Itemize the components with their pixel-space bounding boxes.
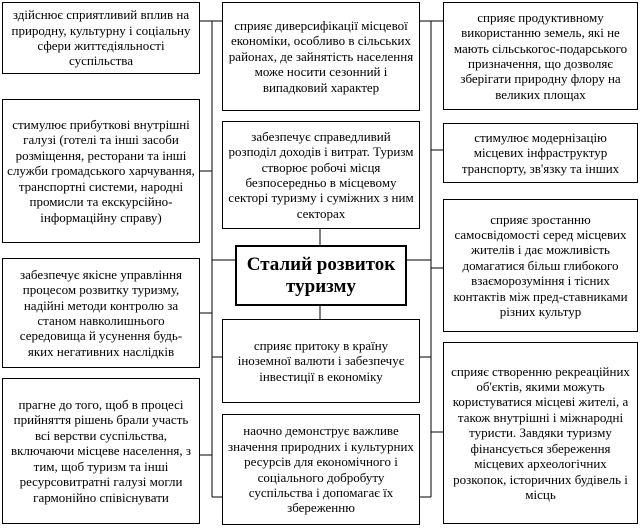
right-box-1 bbox=[443, 2, 638, 110]
left-box-1 bbox=[2, 2, 200, 74]
center-title-box bbox=[235, 245, 407, 306]
left-box-text: забезпечує якісне управління процесом розвитку туризму, надійні методи контролю за станом навколишнього середовища й усунення будь-яких негативних наслідків bbox=[19, 266, 183, 359]
right-box-text: сприяє продуктивному використанню земель, які не мають сільськогос-подарського призначення, що дозволяє зберігати природну флору на великих площах bbox=[453, 9, 628, 102]
left-box-text: прагне до того, щоб в процесі прийняття рішень брали участь всі верстви суспільства, включаючи місцеве населення, з тим, щоб туризм та інші ресурсовитратні галузі могли гармонійно співіснувати bbox=[10, 397, 192, 505]
middle-box-4 bbox=[222, 414, 420, 525]
left-box-3 bbox=[2, 258, 200, 368]
center-title: Сталий розвиток туризму bbox=[246, 253, 396, 297]
right-box-3 bbox=[443, 199, 638, 332]
right-box-text: стимулює модернізацію місцевих інфраструктур транспорту, зв'язку та інших bbox=[461, 129, 620, 176]
left-box-4 bbox=[2, 378, 200, 524]
left-box-2 bbox=[2, 99, 200, 243]
right-box-text: сприяє створенню рекреаційних об'єктів, якими можуть користуватися місцеві жителі, а також внутрішні і міжнародні туристи. Завдяки туризму фінансується збереження місцевих археологічних розкопок, історичних будівель і місць bbox=[451, 363, 630, 502]
right-box-text: сприяє зростанню самосвідомості серед місцевих жителів і дає можливість домагатися більш глибокого взаєморозуміння і тісних контактів між пред-ставниками різних культур bbox=[453, 211, 628, 320]
right-box-4 bbox=[443, 342, 638, 524]
middle-box-text: наочно демонструє важливе значення природних і культурних ресурсів для економічного і соціального добробуту суспільства і допомагає їх збереженню bbox=[228, 423, 414, 516]
right-box-2 bbox=[443, 123, 638, 183]
left-box-text: здійснює сприятливий вплив на природну, культурну і соціальну сфери життєдіяльності суспільства bbox=[11, 7, 191, 69]
left-box-text: стимулює прибуткові внутрішні галузі (готелі та інші засоби розміщення, ресторани та інші служби громадського харчування, транспортні системи, народні промисли та екскурсійно-інформаційну справу) bbox=[7, 117, 195, 225]
middle-box-1 bbox=[222, 2, 420, 111]
middle-box-text: сприяє притоку в країну іноземної валюти і забезпечує інвестиції в економіку bbox=[237, 337, 405, 384]
middle-box-2 bbox=[222, 121, 420, 229]
middle-box-3 bbox=[222, 319, 420, 403]
middle-box-text: сприяє диверсифікації місцевої економіки, особливо в сільських районах, де зайнятість населення може носити сезонний і випадковий характер bbox=[228, 17, 414, 95]
middle-box-text: забезпечує справедливий розподіл доходів і витрат. Туризм створює робочі місця безпосередньо в місцевому секторі туризму і суміжних з ним секторах bbox=[228, 128, 414, 221]
